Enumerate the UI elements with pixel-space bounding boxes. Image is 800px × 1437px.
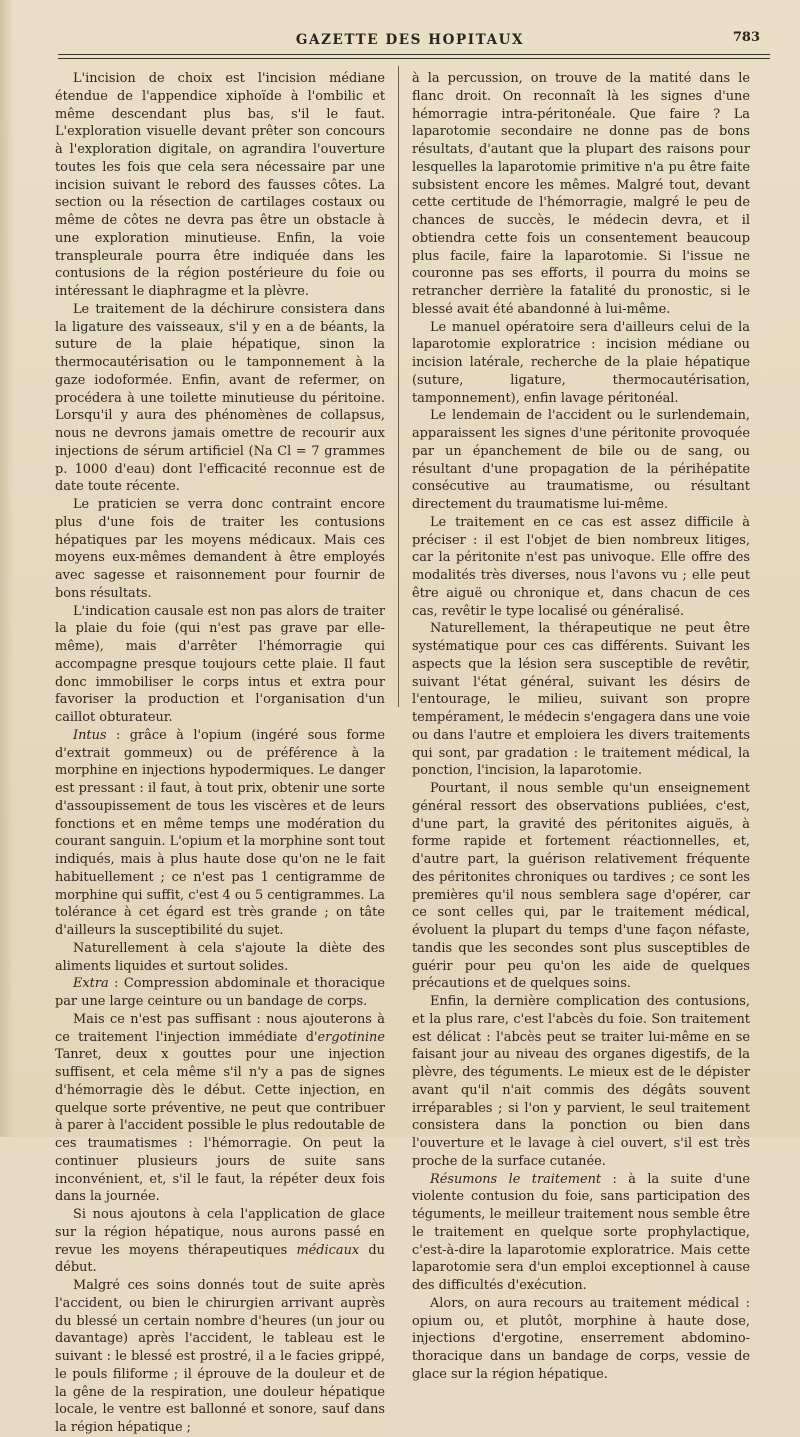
paragraph-text: à la percussion, on trouve de la matité dans le flanc droit. On reconnaît là les signes d'une hémorragie intra-péritonéale. Que faire ? La laparotomie secondaire ne donne pas de bons résultats, d'autant que la plupart des raisons pour lesquelles la laparotomie primitive n'a pu être faite subsistent encore les mêmes. Malgré tout, devant cette certitude de l'hémorragie, malgré le peu de chances de succès, le médecin devra, et il obtiendra cette fois un consentement beaucoup plus facile, faire la laparotomie. Si l'issue ne couronne pas ses efforts, il pourra du moins se retrancher derrière la fatalité du pronostic, si le blessé avait été abandonné à lui-même. <box>412 71 750 317</box>
paragraph-lead: Intus <box>73 727 107 743</box>
paragraph <box>412 993 750 1171</box>
paragraph-text: L'incision de choix est l'incision médiane étendue de l'appendice xiphoïde à l'ombilic et même descendant plus bas, s'il le faut. L'exploration visuelle devant prêter son concours à l'exploration digitale, on agrandira l'ouverture toutes les fois que cela sera nécessaire par une incision suivant le rebord des fausses côtes. La section ou la résection de cartilages costaux ou même de côtes ne devra pas être un obstacle à une exploration minutieuse. Enfin, la voie transpleurale pourra être indiquée dans les contusions de la région postérieure du foie ou intéressant le diaphragme et la plèvre. <box>55 71 385 299</box>
paragraph <box>55 496 385 603</box>
paragraph-lead: Extra <box>73 976 109 992</box>
paragraph <box>55 940 385 976</box>
paragraph-lead: Résumons le traitement <box>430 1171 602 1187</box>
paragraph <box>412 407 750 514</box>
paragraph-text: Malgré ces soins donnés tout de suite après l'accident, ou bien le chirurgien arrivant auprès du blessé un certain nombre d'heures (un jour ou davantage) après l'accident, le tableau est le suivant : le blessé est prostré, il a le facies grippé, le pouls filiforme ; il éprouve de la douleur et de la gêne de la respiration, une douleur hépatique locale, le ventre est ballonné et sonore, sauf dans la région hépatique ; <box>55 1278 385 1435</box>
header-rule-thick <box>58 54 770 55</box>
paragraph <box>412 620 750 780</box>
column-divider <box>398 66 399 707</box>
paragraph <box>412 1171 750 1295</box>
paragraph <box>412 70 750 319</box>
paragraph-text: Le lendemain de l'accident ou le surlendemain, apparaissent les signes d'une péritonite provoquée par un épanchement de bile ou de sang, ou résultant d'une propagation de la périhépatite consécutive au traumatisme, ou résultant directement du traumatisme lui-même. <box>412 408 750 512</box>
page-header <box>60 28 760 52</box>
publication-title: GAZETTE DES HOPITAUX <box>295 32 525 48</box>
paragraph <box>412 319 750 408</box>
paragraph-text: Pourtant, il nous semble qu'un enseignement général ressort des observations publiées, c'est, d'une part, la gravité des péritonites aiguës, à forme rapide et fortement réactionnelles, et, d'autre part, la guérison relativement fréquente des péritonites chroniques ou tardives ; ce sont les premières qu'il nous semblera sage d'opérer, car ce sont celles qui, par le traitement médical, évoluent la plupart du temps d'une façon néfaste, tandis que les secondes sont plus susceptibles de guérir pour peu qu'on les aide de quelques précautions et de quelques soins. <box>412 781 750 992</box>
paragraph <box>412 780 750 993</box>
header-rule-thin <box>58 58 770 59</box>
paragraph-text: Si nous ajoutons à cela l'application de glace sur la région hépatique, nous aurons passé en revue les moyens thérapeutiques <box>55 1207 385 1258</box>
paragraph <box>55 603 385 727</box>
paragraph-text: Le manuel opératoire sera d'ailleurs celui de la laparotomie exploratrice : incision médiane ou incision latérale, recherche de la plaie hépatique (suture, ligature, thermocautérisation, tamponnement), enfin lavage péritonéal. <box>412 319 750 406</box>
paragraph-text-tail: du début. <box>55 1242 385 1276</box>
paragraph <box>55 1206 385 1277</box>
paragraph <box>55 975 385 1011</box>
left-text-column <box>55 70 385 1437</box>
paragraph-text: Enfin, la dernière complication des contusions, et la plus rare, c'est l'abcès du foie. Son traitement est délicat : l'abcès peut se traiter lui-même en se faisant jour au niveau des organes digestifs, de la plèvre, des téguments. Le mieux est de le dépister avant qu'il n'ait commis des dégâts souvent irréparables ; si l'on y parvient, le seul traitement consistera dans la ponction ou bien dans l'ouverture et le lavage à ciel ouvert, s'il est très proche de la surface cutanée. <box>412 994 750 1169</box>
paragraph-text: : Compression abdominale et thoracique par une large ceinture ou un bandage de corps. <box>55 976 385 1009</box>
paragraph-text: Naturellement, la thérapeutique ne peut être systématique pour ces cas différents. Suivant les aspects que la lésion sera susceptible de revêtir, suivant l'état général, suivant les désirs de l'entourage, le milieu, suivant son propre tempérament, le médecin s'engagera dans une voie ou dans l'autre et emploiera les divers traitements qui sont, par gradation : le traitement médical, la ponction, l'incision, la laparotomie. <box>412 621 750 779</box>
paragraph-text: Mais ce n'est pas suffisant : nous ajouterons à ce traitement l'injection immédiate d' <box>55 1011 385 1045</box>
paragraph <box>412 514 750 621</box>
paragraph-text: Le traitement de la déchirure consistera dans la ligature des vaisseaux, s'il y en a de béants, la suture de la plaie hépatique, sinon la thermocautérisation ou le tamponnement à la gaze iodoformée. Enfin, avant de refermer, on procédera à une toilette minutieuse du péritoine. Lorsqu'il y aura des phénomènes de collapsus, nous ne devrons jamais omettre de recourir aux injections de sérum artificiel (Na Cl = 7 grammes p. 1000 d'eau) dont l'efficacité reconnue est de date toute récente. <box>55 301 385 495</box>
paragraph-text: L'indication causale est non pas alors de traiter la plaie du foie (qui n'est pas grave par elle-même), mais d'arrêter l'hémorragie qui accompagne presque toujours cette plaie. Il faut donc immobiliser le corps intus et extra pour favoriser la production et l'organisation d'un caillot obturateur. <box>55 603 385 725</box>
page-number: 783 <box>732 30 760 45</box>
paragraph-text: Alors, on aura recours au traitement médical : opium ou, et plutôt, morphine à haute dose, injections d'ergotine, enserrement abdomino-thoracique dans un bandage de corps, vessie de glace sur la région hépatique. <box>412 1295 750 1382</box>
paragraph-text: : à la suite d'une violente contusion du foie, sans participation des téguments, le meilleur traitement nous semble être le traitement en quelque sorte prophylactique, c'est-à-dire la laparotomie exploratrice. Mais cette laparotomie sera d'un emploi exceptionnel à cause des difficultés d'exécution. <box>412 1171 750 1293</box>
paragraph <box>55 1277 385 1437</box>
right-text-column <box>412 70 750 1384</box>
paragraph <box>412 1295 750 1384</box>
paragraph <box>55 1011 385 1206</box>
paragraph <box>55 70 385 301</box>
paragraph <box>55 301 385 496</box>
paragraph-text: Le praticien se verra donc contraint encore plus d'une fois de traiter les contusions hépatiques par les moyens médicaux. Mais ces moyens eux-mêmes demandent à être employés avec sagesse et raisonnement pour fournir de bons résultats. <box>55 497 385 601</box>
italic-term: ergotinine <box>317 1029 385 1045</box>
paragraph-text: : grâce à l'opium (ingéré sous forme d'extrait gommeux) ou de préférence à la morphine en injections hypodermiques. Le danger est pressant : il faut, à tout prix, obtenir une sorte d'assoupissement de tous les viscères et de leurs fonctions et en même temps une modération du courant sanguin. L'opium et la morphine sont tout indiqués, mais à plus haute dose qu'on ne le fait habituellement ; ce n'est pas 1 centigramme de morphine qui suffit, c'est 4 ou 5 centigrammes. La tolérance à cet égard est très grande ; on tâte d'ailleurs la susceptibilité du sujet. <box>55 727 385 938</box>
paragraph <box>55 727 385 940</box>
paragraph-text: Naturellement à cela s'ajoute la diète des aliments liquides et surtout solides. <box>55 940 385 974</box>
paragraph-text-tail: Tanret, deux x gouttes pour une injection suffisent, et cela même s'il n'y a pas de signes d'hémorragie dès le début. Cette injection, en quelque sorte préventive, ne peut que contribuer à parer à l'accident possible le plus redoutable de ces traumatismes : l'hémorragie. On peut la continuer plusieurs jours de suite sans inconvénient, et, s'il le faut, la répéter deux fois dans la journée. <box>55 1047 385 1205</box>
page-edge-shadow <box>0 0 14 1137</box>
italic-term: médicaux <box>296 1242 360 1258</box>
paragraph-text: Le traitement en ce cas est assez difficile à préciser : il est l'objet de bien nombreux litiges, car la péritonite n'est pas univoque. Elle offre des modalités très diverses, nous l'avons vu ; elle peut être aiguë ou chronique et, dans chacun de ces cas, revêtir le type localisé ou généralisé. <box>412 514 750 619</box>
